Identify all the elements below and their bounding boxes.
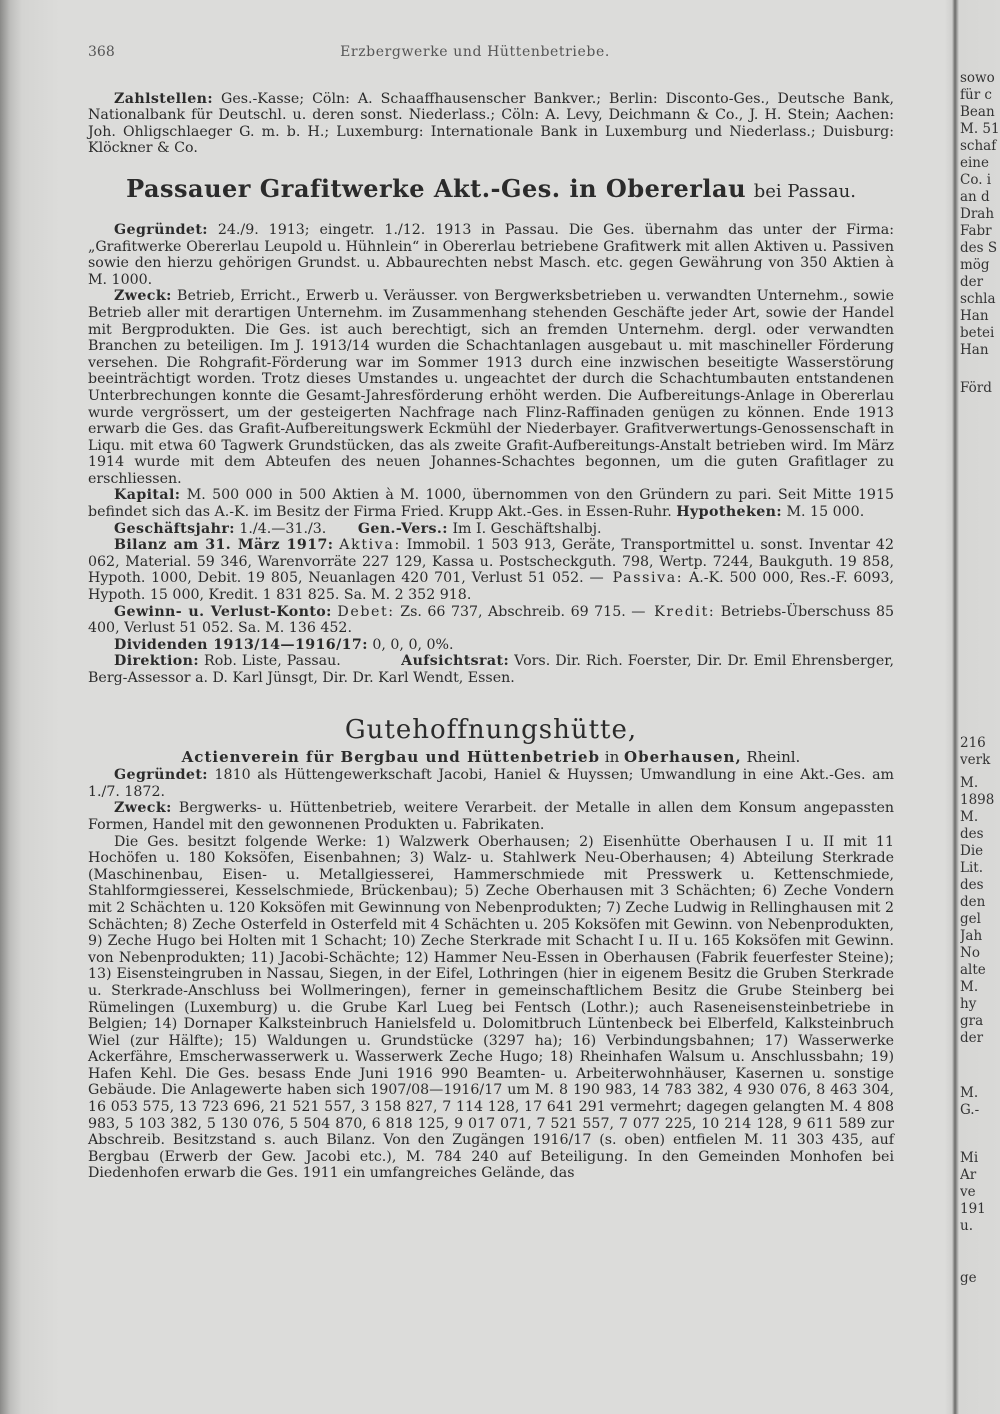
adjacent-fragment: an d — [960, 189, 990, 205]
adjacent-fragment: 216 — [960, 735, 986, 751]
kredit-text: Betriebs-Überschuss 85 400, Verlust 51 052. Sa. M. 136 452. — [88, 603, 895, 637]
gh-gegruendet-label: Gegründet: — [114, 767, 208, 784]
passauer-dividenden — [88, 637, 894, 654]
gv-text: Im I. Geschäftshalbj. — [452, 520, 602, 537]
adjacent-fragment: Lit. — [960, 860, 983, 876]
sub-place: Oberhausen, — [624, 747, 742, 766]
adjacent-fragment: 1898 — [960, 792, 995, 808]
sub-company: Actienverein für Bergbau und Hüttenbetrieb — [181, 747, 600, 766]
debet-text: Zs. 66 737, Abschreib. 69 715. — [400, 603, 626, 620]
passauer-title-suffix: bei Passau. — [753, 180, 856, 202]
div-label: Dividenden 1913/14—1916/17: — [114, 636, 368, 653]
direktion-text: Rob. Liste, Passau. — [204, 653, 341, 670]
direktion-label: Direktion: — [114, 653, 199, 670]
gutehoffnung-subheading — [88, 749, 894, 766]
gh-gegruendet-text: 1810 als Hüttengewerkschaft Jacobi, Haniel & Huyssen; Umwandlung in eine Akt.-Ges. am 1./7. 1872. — [88, 767, 894, 800]
zahlstellen-label: Zahlstellen: — [114, 90, 213, 107]
passauer-direktion — [88, 653, 894, 686]
adjacent-fragment: Mi — [960, 1150, 979, 1166]
adjacent-fragment: M. — [960, 809, 979, 825]
passauer-kapital — [88, 487, 894, 520]
running-header — [88, 44, 894, 61]
passauer-gegruendet — [88, 222, 894, 288]
adjacent-fragment: No — [960, 945, 980, 961]
adjacent-fragment: Ar — [960, 1167, 977, 1183]
zweck-text: Betrieb, Erricht., Erwerb u. Veräusser. von Bergwerksbetrieben u. verwandten Unternehm., sowie Betrieb aller mit derartigen Unternehm. im Zusammenhang stehenden Geschäfte jeder Art, sowie der Handel mit Bergprodukten. Die Ges. ist auch berechtigt, sich an fremden Unternehm. dergl. oder verwandten Branchen zu beteiligen. Im J. 1913/14 wurden die Schachtanlagen ausgebaut u. mit maschineller Förderung versehen. Die Rohgrafit-Förderung war im Sommer 1913 durch eine inzwischen beseitigte Wasserstörung beeinträchtigt worden. Trotz dieses Umstandes u. ungeachtet der durch die Schachtumbauten entstandenen Unterbrechungen konnte die Gesamt-Jahresförderung erhöht werden. Die Aufbereitungs-Anlage in Obererlau wurde vergrössert, um der gesteigerten Nachfrage nach Flinz-Raffinaden genügen zu können. Ende 1913 erwarb die Ges. das Grafit-Aufbereitungswerk Eckmühl der Niederbayer. Grafitverwertungs-Genossenschaft in Liqu. mit etwa 60 Tagwerk Grundstücken, das als zweite Grafit-Aufbereitungs-Anstalt betrieben wird. Im März 1914 wurde mit dem Abteufen des neuen Johannes-Schachtes begonnen, um die guten Grafitlager zu erschliessen. — [88, 288, 894, 487]
adjacent-fragment: Han — [960, 308, 989, 324]
zahlstellen-text: Ges.-Kasse; Cöln: A. Schaaffhausenscher Bankver.; Berlin: Disconto-Ges., Deutsche Bank, Nationalbank für Deutschl. u. deren sonst. Niederlass.; Cöln: A. Levy, Deichmann & Co., J. H. Stein; Aachen: Joh. Ohligschlaeger G. m. b. H.; Luxemburg: Internationale Bank in Luxemburg und Niederlass.; Duisburg: Klöckner & Co. — [88, 90, 894, 157]
bilanz-label: Bilanz am 31. März 1917: — [114, 537, 334, 554]
aktiva-word: Aktiva: — [339, 537, 401, 554]
gegruendet-label: Gegründet: — [114, 221, 208, 238]
adjacent-fragment: des — [960, 877, 984, 893]
page-number: 368 — [88, 44, 115, 60]
gh-zweck — [88, 800, 894, 833]
passiva-word: — Passiva: — [589, 570, 684, 587]
adjacent-fragment: schla — [960, 291, 996, 307]
adjacent-fragment: den — [960, 894, 986, 910]
kapital-label: Kapital: — [114, 487, 181, 504]
sub-suffix: Rheinl. — [746, 747, 801, 766]
gh-zweck-label: Zweck: — [114, 800, 172, 817]
adjacent-fragment: des — [960, 826, 984, 842]
gj-label: Geschäftsjahr: — [114, 520, 235, 537]
adjacent-fragment: alte — [960, 962, 986, 978]
adjacent-fragment: der — [960, 274, 984, 290]
kapital-text: M. 500 000 in 500 Aktien à M. 1000, übernommen von den Gründern zu pari. Seit Mitte 1915 befindet sich das A.-K. im Besitz der Firma Fried. Krupp Akt.-Ges. in Essen-Ruhr. — [88, 487, 895, 521]
adjacent-fragment: verk — [960, 752, 991, 768]
adjacent-fragment: Förd — [960, 380, 992, 396]
passauer-title: Passauer Grafitwerke Akt.-Ges. in Obererlau — [126, 173, 747, 203]
running-title: Erzbergwerke und Hüttenbetriebe. — [340, 44, 610, 60]
adjacent-fragment: mög — [960, 257, 990, 273]
adjacent-fragment: für c — [960, 87, 992, 103]
adjacent-fragment: 191 — [960, 1201, 986, 1217]
passauer-bilanz — [88, 537, 894, 603]
zweck-label: Zweck: — [114, 288, 172, 305]
kredit-word: — Kredit: — [631, 603, 716, 620]
aufsichtsrat-label: Aufsichtsrat: — [401, 653, 510, 670]
main-column — [88, 44, 894, 1182]
adjacent-fragment: gel — [960, 911, 981, 927]
adjacent-fragment: schaf — [960, 138, 997, 154]
adjacent-fragment: gra — [960, 1013, 984, 1029]
adjacent-fragment: des S — [960, 240, 998, 256]
gh-zweck-text: Bergwerks- u. Hüttenbetrieb, weitere Verarbeit. der Metalle in allen dem Konsum angepassten Formen, Handel mit den gewonnenen Produkten u. Fabrikaten. — [88, 800, 894, 833]
adjacent-fragment: der — [960, 1030, 984, 1046]
passauer-guv — [88, 604, 894, 637]
adjacent-fragment: Han — [960, 342, 989, 358]
adjacent-fragment: Die — [960, 843, 984, 859]
div-text: 0, 0, 0, 0%. — [372, 636, 454, 653]
gh-gegruendet — [88, 767, 894, 800]
adjacent-fragment: hy — [960, 996, 977, 1012]
gj-text: 1./4.—31./3. — [239, 520, 327, 537]
adjacent-fragment: Drah — [960, 206, 995, 222]
debet-word: Debet: — [337, 603, 395, 620]
zahlstellen-paragraph — [88, 91, 894, 157]
adjacent-fragment: ge — [960, 1270, 977, 1286]
adjacent-fragment: ve — [960, 1184, 976, 1200]
adjacent-fragment: sowo — [960, 70, 995, 86]
adjacent-fragment: Bean — [960, 104, 995, 120]
adjacent-fragment: u. — [960, 1218, 973, 1234]
passiva-text: A.-K. 500 000, Res.-F. 6093, Hypoth. 15 000, Kredit. 1 831 825. Sa. M. 2 352 918. — [88, 570, 895, 604]
gv-label: Gen.-Vers.: — [357, 520, 448, 537]
sub-in: in — [604, 747, 620, 766]
passauer-geschaeftsjahr — [88, 521, 894, 538]
adjacent-fragment: M. 51 — [960, 121, 1000, 137]
aufsichtsrat-text: Vors. Dir. Rich. Foerster, Dir. Dr. Emil Ehrensberger, Berg-Assessor a. D. Karl Jünsgt, Dir. Dr. Karl Wendt, Essen. — [88, 653, 894, 686]
adjacent-fragment: betei — [960, 325, 995, 341]
hypotheken-text: M. 15 000. — [786, 504, 865, 521]
gutehoffnung-heading: Gutehoffnungshütte, — [344, 714, 638, 745]
aktiva-text: Immobil. 1 503 913, Geräte, Transportmittel u. sonst. Inventar 42 062, Material. 59 346, Warenvorräte 227 129, Kassa u. Postscheckguth. 798, Wertp. 7244, Baukguth. 19 858, Hypoth. 1000, Debit. 19 805, Neuanlagen 420 701, Verlust 51 052. — [88, 537, 894, 587]
adjacent-fragment: M. — [960, 775, 979, 791]
gh-werke: Die Ges. besitzt folgende Werke: 1) Walzwerk Oberhausen; 2) Eisenhütte Oberhausen I u. II mit 11 Hochöfen u. 180 Koksöfen, Eisenbahnen; 3) Walz- u. Stahlwerk Neu-Oberhausen; 4) Abteilung Sterkrade (Maschinenbau, Eisen- u. Metallgiesserei, Hammerschmiede mit Presswerk u. Kettenschmiede, Stahlformgiesserei, Kesselschmiede, Brückenbau); 5) Zeche Oberhausen mit 3 Schächten; 6) Zeche Vondern mit 2 Schächten u. 120 Koksöfen mit Gewinnung von Nebenprodukten; 7) Zeche Ludwig in Rellinghausen mit 2 Schächten; 8) Zeche Osterfeld in Osterfeld mit 4 Schächten u. 205 Koksöfen mit Gewinn. von Nebenprodukten, 9) Zeche Hugo bei Holten mit 1 Schacht; 10) Zeche Sterkrade mit Schacht I u. II u. 165 Koksöfen mit Gewinn. von Nebenprodukten; 11) Jacobi-Schächte; 12) Hammer Neu-Essen in Oberhausen (Fabrik feuerfester Steine); 13) Eisensteingruben in Nassau, Siegen, in der Eifel, Lothringen (hier in eigenem Besitz die Gruben Sterkrade u. Sterkrade-Anschluss bei Wollmeringen), ferner in gemeinschaftlichem Besitz die Grube Steinberg bei Rümelingen (Luxemburg) u. die Grube Karl Lueg bei Fentsch (Lothr.); auch Raseneisensteinbetriebe in Belgien; 14) Dornaper Kalksteinbruch Hanielsfeld u. Dolomitbruch Lüntenbeck bei Elberfeld, Kalksteinbruch Wiel (zur Hälfte); 15) Waldungen u. Grundstücke (3297 ha); 16) Verbindungsbahnen; 17) Wasserwerke Ackerfähre, Emscherwasserwerk u. Wasserwerk Zeche Hugo; 18) Rheinhafen Walsum u. Anschlussbahn; 19) Hafen Kehl. Die Ges. besass Ende Juni 1916 990 Beamten- u. Arbeiterwohnhäuser, Kasernen u. sonstige Gebäude. Die Anlagewerte haben sich 1907/08—1916/17 um M. 8 190 983, 14 783 382, 4 930 076, 8 463 304, 16 053 575, 13 723 696, 21 521 557, 3 158 827, 7 114 128, 17 641 291 vermehrt; dagegen gelangten M. 4 808 983, 5 103 382, 5 130 076, 5 504 870, 6 818 125, 9 017 071, 7 521 557, 7 077 225, 10 214 128, 9 611 589 zur Abschreib. Besitzstand s. auch Bilanz. Von den Zugängen 1916/17 (s. oben) entfielen M. 11 303 435, auf Bergbau (Erwerb der Gew. Jacobi etc.), M. 784 240 auf Beteiligung. In den Gemeinden Monhofen bei Diedenhofen erwarb die Ges. 1911 ein umfangreiches Gelände, das — [88, 833, 894, 1182]
adjacent-page-fragments — [960, 0, 1000, 1414]
gegruendet-text: 24./9. 1913; eingetr. 1./12. 1913 in Passau. Die Ges. übernahm das unter der Firma: „Grafitwerke Obererlau Leupold u. Hühnlein“ in Obererlau betriebene Grafitwerk mit allen Aktiven u. Passiven sowie den hierzu gehörigen Grundst. u. Abbaurechten nebst Masch. etc. gegen Gewährung von 350 Aktien à M. 1000. — [88, 221, 895, 288]
adjacent-fragment: M. — [960, 979, 979, 995]
adjacent-fragment: G.- — [960, 1102, 980, 1118]
passauer-zweck — [88, 288, 894, 487]
adjacent-fragment: Fabr — [960, 223, 992, 239]
hypotheken-label: Hypotheken: — [676, 504, 782, 521]
adjacent-fragment: eine — [960, 155, 989, 171]
adjacent-fragment: M. — [960, 1085, 979, 1101]
guv-label: Gewinn- u. Verlust-Konto: — [114, 603, 332, 620]
adjacent-fragment: Jah — [960, 928, 983, 944]
passauer-heading — [88, 175, 894, 206]
adjacent-fragment: Co. i — [960, 172, 992, 188]
